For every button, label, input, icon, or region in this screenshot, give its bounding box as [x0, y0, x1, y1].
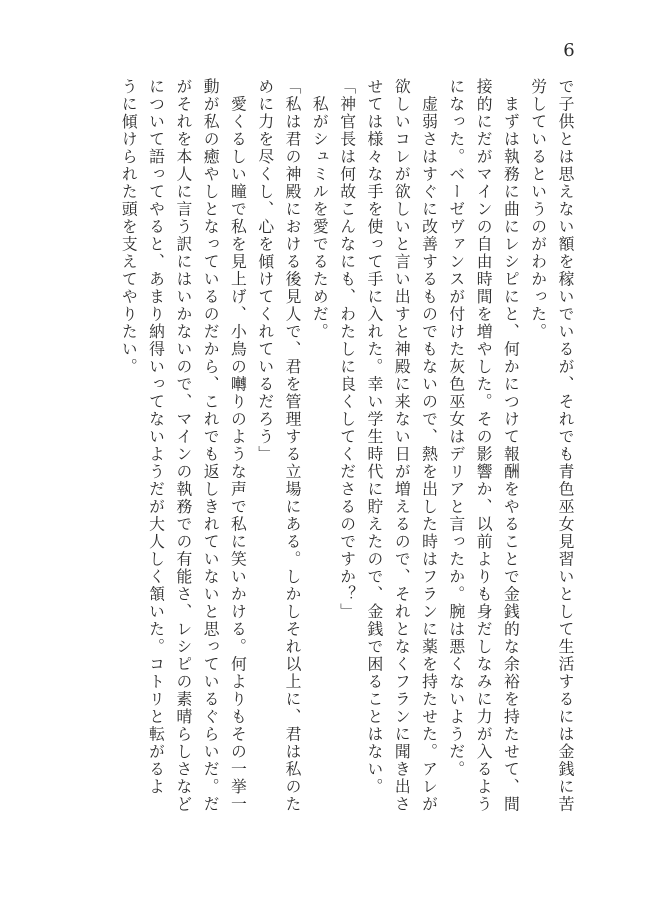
- text-line: うに傾けられた頭を支えてやりたい。: [119, 78, 139, 376]
- text-line: 「神官長は何故こんなにも、わたしに良くしてくださるのですか？」: [337, 78, 357, 621]
- text-line: 虚弱さはすぐに改善するものでもないので、熱を出した時はフランに薬を持たせた。アレが: [419, 78, 439, 813]
- text-line: 欲しいコレが欲しいと言い出すと神殿に来ない日が増えるので、それとなくフランに聞き出さ: [392, 78, 412, 813]
- text-line: について語ってやると、あまり納得いってないようだが大人しく頷いた。コトリと転がるよ: [146, 78, 166, 796]
- text-line: 接的にだがマインの自由時間を増やした。その影響か、以前よりも身だしなみに力が入るよう: [474, 78, 494, 813]
- text-line: めに力を尽くし、心を傾けてくれているだろう」: [255, 78, 275, 463]
- text-line: 「私は君の神殿における後見人で、君を管理する立場にある。しかしそれ以上に、君は私のた: [283, 78, 303, 813]
- text-line: 労しているというのがわかった。: [528, 78, 548, 341]
- text-line: になった。ベーゼヴァンスが付けた灰色巫女はデリアと言ったか。腕は悪くないようだ。: [446, 78, 466, 778]
- text-line: せては様々な手を使って手に入れた。幸い学生時代に貯えたので、金銭で困ることはない。: [364, 78, 384, 796]
- text-line: がそれを本人に言う訳にはいかないので、マインの執務での有能さ、レシピの素晴らしさなど: [173, 78, 193, 813]
- text-line: まずは執務に曲にレシピにと、何かにつけて報酬をやることで金銭的な余裕を持たせて、間: [501, 78, 521, 813]
- text-line: 動が私の癒やしとなっているのだから、これでも返しきれていないと思っているぐらいだ。だ: [201, 78, 221, 813]
- text-line: で子供とは思えない額を稼いでいるが、それでも青色巫女見習いとして生活するには金銭に苦: [556, 78, 575, 813]
- text-line: 愛くるしい瞳で私を見上げ、小鳥の囀りのような声で私に笑いかける。何よりもその一挙一: [228, 78, 248, 813]
- text-line: 私がシュミルを愛でるためだ。: [310, 78, 330, 341]
- page-number: 6: [563, 40, 575, 61]
- body-text: [59, 78, 579, 818]
